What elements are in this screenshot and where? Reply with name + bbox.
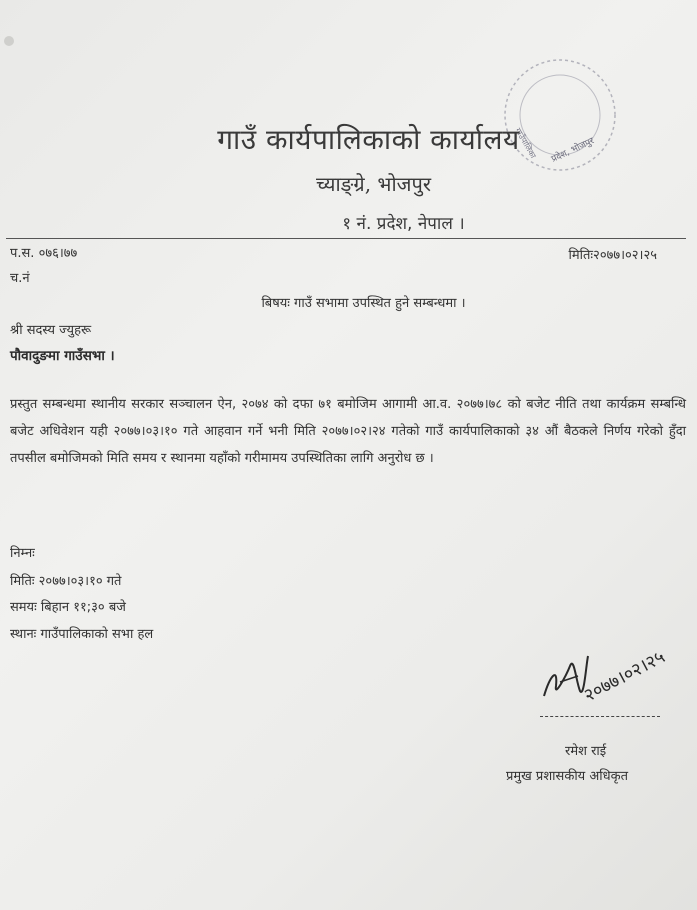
meeting-time: समयः बिहान ११;३० बजे: [10, 600, 126, 615]
reference-number: प.स. ०७६।७७: [10, 246, 78, 261]
office-title: गाउँ कार्यपालिकाको कार्यालय: [217, 123, 520, 156]
details-heading: निम्नः: [10, 546, 35, 561]
dispatch-number: च.नं: [10, 271, 30, 286]
office-seal-stamp: [495, 50, 625, 180]
letter-date: मितिः२०७७।०२।२५: [568, 248, 657, 263]
letter-subject: बिषयः गाउँ सभामा उपस्थित हुने सम्बन्धमा ।: [261, 296, 466, 311]
meeting-place: स्थानः गाउँपालिकाको सभा हल: [10, 627, 154, 642]
letter-body: प्रस्तुत सम्बन्धमा स्थानीय सरकार सञ्चालन ऐन, २०७४ को दफा ७१ बमोजिम आगामी आ.व. २०७७।७८ को बजेट नीति तथा कार्यक्रम सम्बन्धि बजेट अधिवेशन यही २०७७।०३।१० गते आहवान गर्ने भनी मिति २०७७।०२।२४ गतेको गाउँ कार्यपालिकाको ३४ औं बैठकले निर्णय गरेको हुँदा तपसील बमोजिमको मिति समय र स्थानमा यहाँको गरीमामय उपस्थितिका लागि अनुरोध छ ।: [10, 397, 686, 466]
recipient-line-1: श्री सदस्य ज्युहरू: [10, 323, 92, 338]
province-line: १ नं. प्रदेश, नेपाल ।: [342, 214, 465, 234]
punch-hole: [4, 36, 14, 46]
recipient-line-2: पौवादुङमा गाउँसभा ।: [10, 348, 115, 364]
signatory-name: रमेश राई: [565, 744, 607, 759]
signature-date: २०७७।०२।२५: [580, 646, 669, 706]
handwritten-signature: [530, 636, 680, 706]
signature-line: [540, 716, 660, 717]
office-location: च्याङ्ग्रे, भोजपुर: [315, 172, 432, 196]
svg-text:प्रदेश, भोजपुर: प्रदेश, भोजपुर: [550, 136, 596, 165]
meeting-date: मितिः २०७७।०३।१० गते: [10, 574, 122, 589]
svg-text:गाउँपालिका: गाउँपालिका: [513, 126, 538, 160]
signatory-designation: प्रमुख प्रशासकीय अधिकृत: [506, 769, 629, 784]
header-divider: [6, 238, 686, 239]
